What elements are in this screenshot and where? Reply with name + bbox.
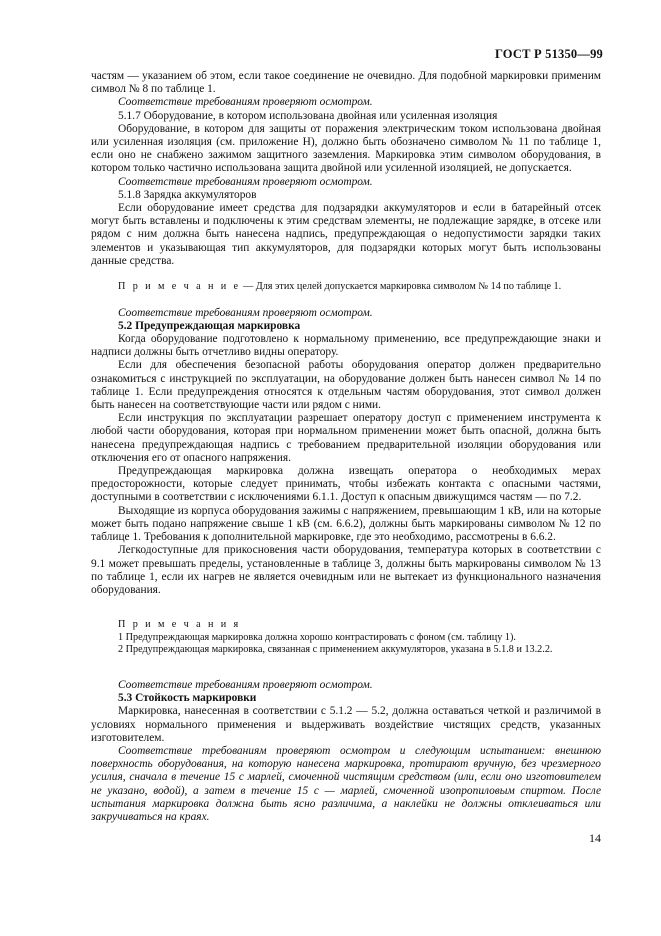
compliance-check: Соответствие требованиям проверяют осмотром. [118,96,373,109]
document-code-header: ГОСТ Р 51350—99 [494,47,603,61]
paragraph-instruction-symbol: Если для обеспечения безопасной работы оборудования оператор должен предварительно ознакомиться с инструкцией по эксплуатации, на оборудование должен быть нанесен символ № 14 по таблице 1. Если предупреждения относятся к отдельным частям оборудования, этот символ должен быть нанесен на соответствующие части или рядом с ними. [91,359,601,412]
compliance-check: Соответствие требованиям проверяют осмотром. [118,306,373,319]
paragraph-marking-durability: Маркировка, нанесенная в соответствии с 5.1.2 — 5.2, должна оставаться четкой и различимой в условиях нормального применения и выдерживать воздействие чистящих средств, указанных изготовителем. [91,705,601,744]
paragraph-continuation: частям — указанием об этом, если такое соединение не очевидно. Для подобной маркировки применим символ № 8 по таблице 1. [91,70,601,96]
paragraph-battery-charging: Если оборудование имеет средства для подзарядки аккумуляторов и если в батарейный отсек могут быть вставлены и подключены к этим средствам элементы, не подлежащие зарядке, в отсеке или рядом с ним должна быть нанесена надпись, предупреждающая о недопустимости зарядки таких элементов и указывающая тип аккумуляторов, для подзарядки которых могут быть использованы данные средства. [91,202,601,267]
compliance-check: Соответствие требованиям проверяют осмотром. [118,175,373,188]
compliance-check: Соответствие требованиям проверяют осмотром. [118,678,373,691]
section-heading-5-2: 5.2 Предупреждающая маркировка [118,319,301,332]
note-item-1: 1 Предупреждающая маркировка должна хорошо контрастировать с фоном (см. таблицу 1). [118,631,516,643]
page-number: 14 [589,831,601,845]
paragraph-precautions: Предупреждающая маркировка должна извещать оператора о необходимых мерах предосторожности, которые следует принимать, чтобы избежать контакта с опасными частями, доступными в соответствии с исключениями 6.1.1. Доступ к опасным движущимся частям — по 7.2. [91,465,601,504]
paragraph-high-voltage: Выходящие из корпуса оборудования зажимы с напряжением, превышающим 1 кВ, или на которые может быть подано напряжение свыше 1 кВ (см. 6.6.2), должны быть маркированы символом № 12 по таблице 1. Требования к дополнительной маркировке, где это необходимо, рассмотрены в 6.6.2. [91,504,601,544]
subsection-heading-5-1-8: 5.1.8 Зарядка аккумуляторов [118,188,257,201]
subsection-heading-5-1-7: 5.1.7 Оборудование, в котором использована двойная или усиленная изоляция [118,109,498,122]
page-content [91,70,601,824]
paragraph-double-insulation: Оборудование, в котором для защиты от поражения электрическим током использована двойная или усиленная изоляция (см. приложение Н), должно быть обозначено символом № 11 по таблице 1, если оно не снабжено зажимом защитного заземления. Маркировка этим символом оборудования, в котором только частично использована защита двойной или усиленной изоляцией, не допускается. [91,122,601,175]
note-battery [91,281,601,294]
paragraph-hot-surfaces: Легкодоступные для прикосновения части оборудования, температура которых в соответствии с 9.1 может превышать пределы, установленные в таблице 3, должны быть маркированы символом № 13 по таблице 1, если их нагрев не является очевидным или не вытекает из функционального назначения оборудования. [91,544,601,596]
paragraph-rub-test: Соответствие требованиям проверяют осмотром и следующим испытанием: внешнюю поверхность оборудования, на которую нанесена маркировка, протирают вручную, без чрезмерного усилия, сначала в течение 15 с марлей, смоченной чистящим средством (или, если оно изготовителем не указано, водой), а затем в течение 15 с — марлей, смоченной изопропиловым спиртом. После испытания маркировка должна быть ясно различима, а наклейки не должны отклеиваться или закручиваться на краях. [91,744,601,823]
section-heading-5-3: 5.3 Стойкость маркировки [118,692,257,705]
paragraph-warning-visible: Когда оборудование подготовлено к нормальному применению, все предупреждающие знаки и надписи должны быть отчетливо видны оператору. [91,333,601,359]
note-text: — Для этих целей допускается маркировка символом № 14 по таблице 1. [240,281,562,293]
paragraph-tool-access: Если инструкция по эксплуатации разрешает оператору доступ с применением инструмента к любой части оборудования, которая при нормальном применении может быть опасной, должна быть нанесена предупреждающая надпись с требованием предварительной изоляции оборудования или отключения его от опасного напряжения. [91,412,601,464]
note-label: П р и м е ч а н и е [118,281,241,293]
note-item-2: 2 Предупреждающая маркировка, связанная с применением аккумуляторов, указана в 5.1.8 и 13.2.2. [118,644,553,656]
notes-label: П р и м е ч а н и я [118,619,241,631]
